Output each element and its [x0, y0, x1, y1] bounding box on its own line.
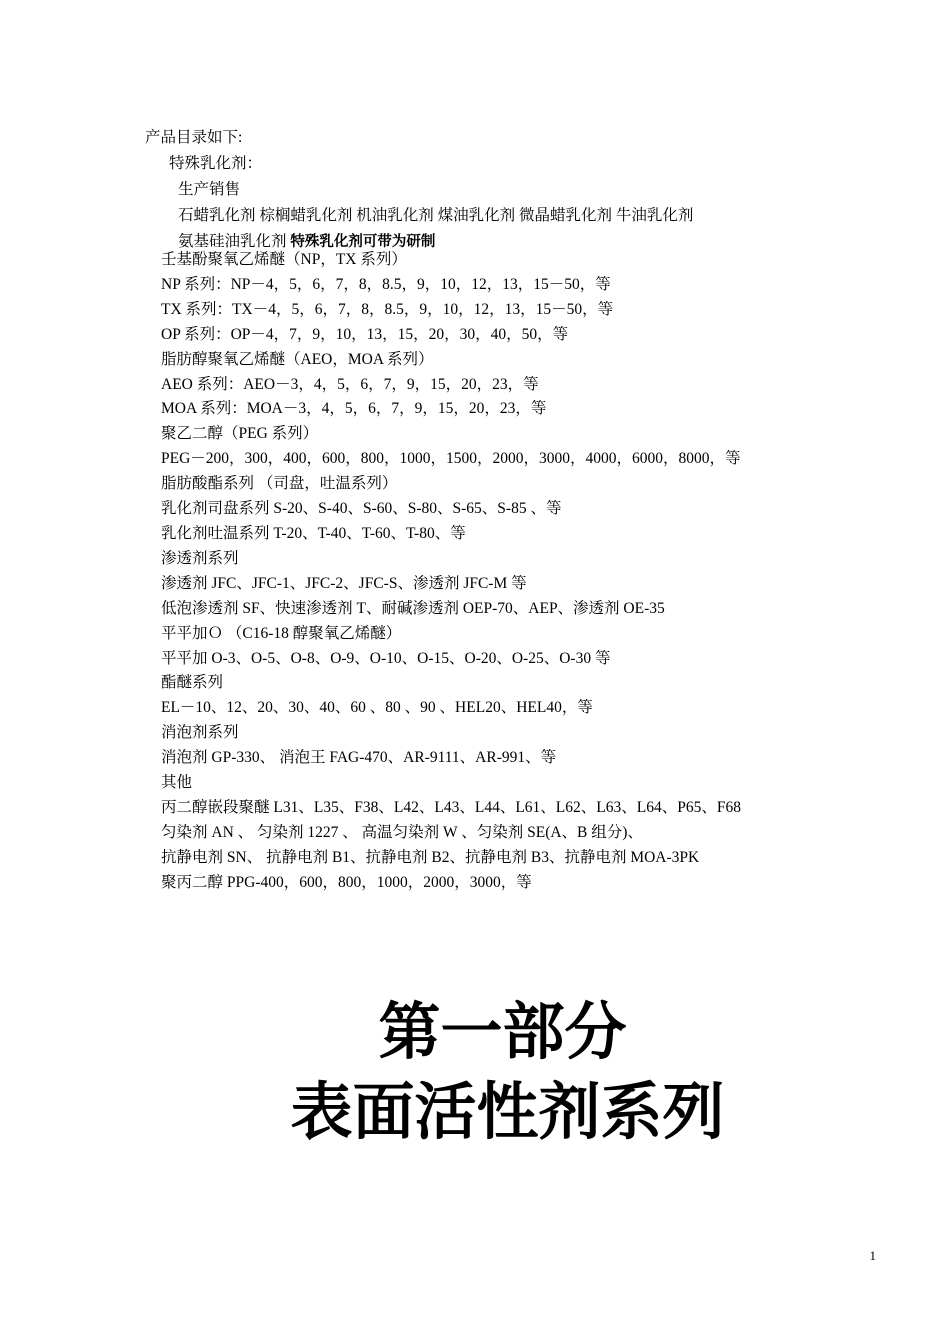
list-item: 聚乙二醇（PEG 系列） [161, 425, 319, 443]
list-item: 渗透剂 JFC、JFC-1、JFC-2、JFC-S、渗透剂 JFC-M 等 [161, 574, 527, 592]
list-item: 丙二醇嵌段聚醚 L31、L35、F38、L42、L43、L44、L61、L62、L63、L64、P65、F68 [161, 798, 741, 816]
list-item: 其他 [161, 774, 193, 792]
list-item: 抗静电剂 SN、 抗静电剂 B1、抗静电剂 B2、抗静电剂 B3、抗静电剂 MOA-3PK [161, 848, 700, 866]
part-title: 第一部分 [378, 995, 627, 1068]
list-item: 乳化剂吐温系列 T-20、T-40、T-60、T-80、等 [161, 524, 466, 542]
page-number: 1 [869, 1248, 876, 1263]
list-item: MOA 系列：MOA－3，4，5，6，7，9，15，20，23，等 [161, 400, 547, 418]
list-item: 匀染剂 AN 、 匀染剂 1227 、 高温匀染剂 W 、匀染剂 SE(A、B 组分)、 [161, 823, 643, 841]
list-item: 酯醚系列 [161, 674, 224, 692]
list-item: 消泡剂系列 [161, 724, 239, 742]
list-item: 平平加Ｏ （C16-18 醇聚氧乙烯醚） [161, 624, 402, 642]
list-item: 脂肪酸酯系列 （司盘，吐温系列） [161, 475, 398, 493]
list-item: 脂肪醇聚氧乙烯醚（AEO，MOA 系列） [161, 350, 434, 368]
list-item: TX 系列：TX－4，5，6，7，8，8.5，9，10，12，13，15－50，等 [161, 300, 614, 318]
list-item: 壬基酚聚氧乙烯醚（NP，TX 系列） [161, 251, 407, 268]
list-item: PEG－200，300，400，600，800，1000，1500，2000，3000，4000，6000，8000，等 [161, 450, 741, 468]
list-item: AEO 系列：AEO－3，4，5，6，7，9，15，20，23，等 [161, 375, 539, 393]
section-headline [0, 992, 950, 1152]
product-list [161, 248, 741, 896]
list-item: 乳化剂司盘系列 S-20、S-40、S-60、S-80、S-65、S-85 、等 [161, 500, 562, 518]
section-title: 表面活性剂系列 [290, 1075, 725, 1148]
list-item: NP 系列：NP－4，5，6，7，8，8.5，9，10，12，13，15－50，等 [161, 275, 611, 293]
emulsifier-products: 石蜡乳化剂 棕榈蜡乳化剂 机油乳化剂 煤油乳化剂 微晶蜡乳化剂 牛油乳化剂 [178, 207, 694, 224]
amino-silicone-label: 氨基硅油乳化剂 [178, 233, 291, 250]
list-item: 低泡渗透剂 SF、快速渗透剂 T、耐碱渗透剂 OEP-70、AEP、渗透剂 OE-35 [161, 599, 665, 617]
special-emulsifier-title: 特殊乳化剂： [169, 155, 263, 172]
catalog-heading: 产品目录如下: [145, 129, 243, 146]
list-item: 平平加 O-3、O-5、O-8、O-9、O-10、O-15、O-20、O-25、O-30 等 [161, 649, 611, 667]
list-item: 消泡剂 GP-330、 消泡王 FAG-470、AR-9111、AR-991、等 [161, 749, 557, 767]
list-item: 聚丙二醇 PPG-400，600，800，1000，2000，3000，等 [161, 873, 532, 891]
list-item: 渗透剂系列 [161, 549, 239, 567]
custom-development-note: 特殊乳化剂可带为研制 [290, 234, 436, 250]
sales-label: 生产销售 [178, 181, 241, 198]
list-item: OP 系列：OP－4，7，9，10，13，15，20，30，40，50，等 [161, 325, 569, 343]
list-item: EL－10、12、20、30、40、60 、80 、90 、HEL20、HEL40，等 [161, 699, 593, 717]
intro-block [145, 125, 693, 255]
